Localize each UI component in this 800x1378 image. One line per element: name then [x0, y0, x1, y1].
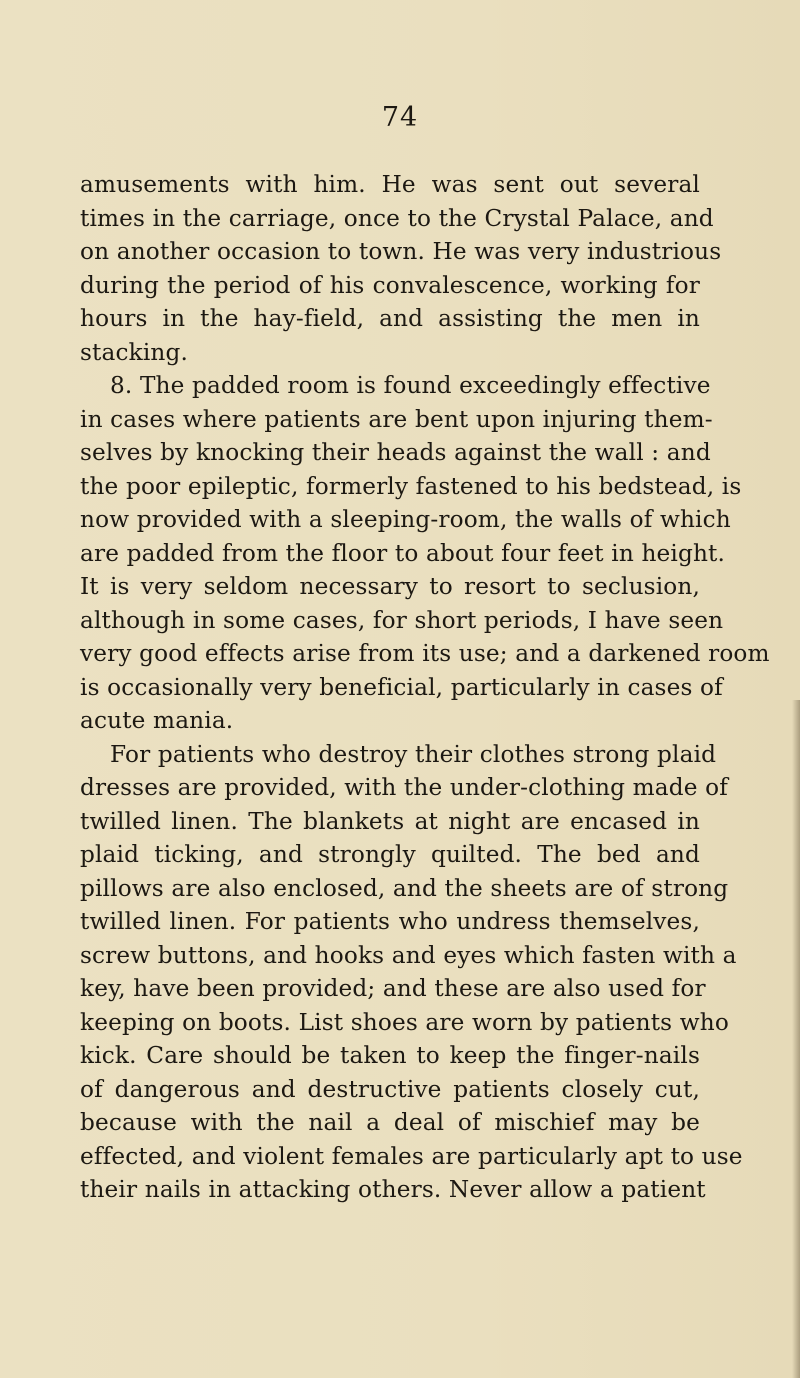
text-line: is occasionally very beneficial, particularly in cases of: [80, 673, 723, 701]
text-line: effected, and violent females are particularly apt to use: [80, 1142, 743, 1170]
text-line: pillows are also enclosed, and the sheets are of strong: [80, 874, 729, 902]
text-line: selves by knocking their heads against the wall : and: [80, 439, 711, 466]
text-line: very good effects arise from its use; and a darkened room: [80, 640, 770, 667]
text-line: hours in the hay-field, and assisting the men in: [80, 305, 700, 332]
text-line: twilled linen. For patients who undress themselves,: [80, 908, 700, 935]
text-line: in cases where patients are bent upon injuring them-: [80, 405, 713, 433]
text-line: on another occasion to town. He was very industrious: [80, 238, 722, 265]
text-line: the poor epileptic, formerly fastened to his bedstead, is: [80, 472, 742, 500]
text-line: amusements with him. He was sent out several: [80, 171, 700, 198]
text-line: although in some cases, for short periods, I have seen: [80, 606, 724, 634]
page-edge-shadow: [792, 700, 800, 1378]
text-line: twilled linen. The blankets at night are encased in: [80, 807, 700, 835]
text-line: stacking.: [80, 338, 188, 366]
text-line: of dangerous and destructive patients closely cut,: [80, 1075, 700, 1103]
text-line: plaid ticking, and strongly quilted. The bed and: [80, 841, 700, 868]
text-line: because with the nail a deal of mischief may be: [80, 1109, 700, 1136]
text-line: kick. Care should be taken to keep the finger-nails: [80, 1042, 700, 1069]
text-line: now provided with a sleeping-room, the walls of which: [80, 506, 731, 533]
text-line: For patients who destroy their clothes strong plaid: [110, 740, 717, 768]
text-line: their nails in attacking others. Never allow a patient: [80, 1176, 706, 1203]
page-number: 74: [381, 102, 419, 133]
text-line: screw buttons, and hooks and eyes which fasten with a: [80, 941, 737, 969]
text-line: acute mania.: [80, 707, 234, 734]
text-line: dresses are provided, with the under-clothing made of: [80, 774, 728, 801]
text-line: during the period of his convalescence, working for: [80, 271, 700, 299]
text-line: 8. The padded room is found exceedingly effective: [110, 372, 711, 399]
text-line: key, have been provided; and these are also used for: [80, 975, 706, 1002]
text-line: It is very seldom necessary to resort to seclusion,: [80, 573, 700, 600]
text-line: are padded from the floor to about four feet in height.: [80, 539, 726, 567]
text-line: keeping on boots. List shoes are worn by patients who: [80, 1008, 729, 1036]
body-text: [80, 168, 770, 1207]
text-line: times in the carriage, once to the Crystal Palace, and: [80, 204, 714, 232]
